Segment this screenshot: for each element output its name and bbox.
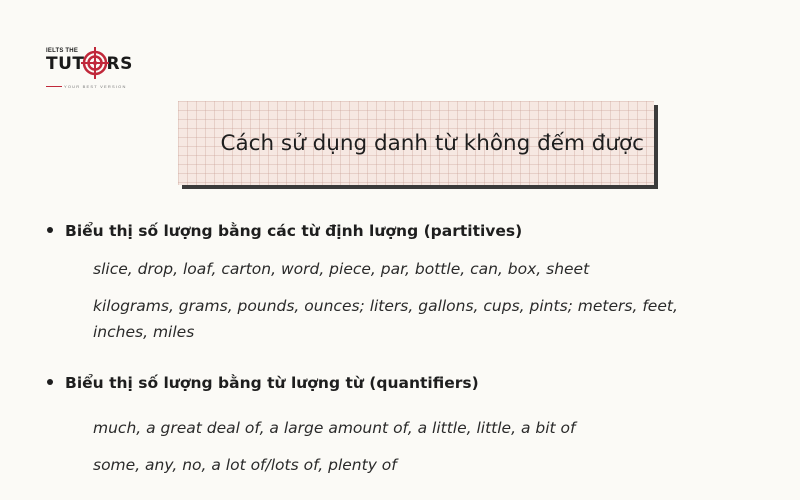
section-heading-partitives: [47, 222, 522, 240]
logo-wordmark-right: RS: [106, 54, 133, 74]
list-item: slice, drop, loaf, carton, word, piece, par, bottle, can, box, sheet: [93, 260, 590, 278]
target-icon: [81, 45, 109, 81]
logo-small-text: IELTS THE: [46, 48, 79, 54]
logo-tagline: YOUR BEST VERSION: [64, 84, 127, 89]
section-heading-text: Biểu thị số lượng bằng từ lượng từ (quantifiers): [65, 374, 479, 392]
logo-divider: [46, 86, 62, 87]
list-item: some, any, no, a lot of/lots of, plenty of: [93, 456, 397, 474]
list-item: kilograms, grams, pounds, ounces; liters, gallons, cups, pints; meters, feet,: [93, 297, 678, 315]
list-item: much, a great deal of, a large amount of, a little, little, a bit of: [93, 419, 576, 437]
bullet-icon: [47, 379, 53, 385]
brand-logo: [46, 44, 142, 94]
section-heading-text: Biểu thị số lượng bằng các từ định lượng (partitives): [65, 222, 523, 240]
title-card: [178, 101, 654, 185]
list-item: inches, miles: [93, 323, 195, 341]
page-title: Cách sử dụng danh từ không đếm được: [220, 130, 644, 156]
bullet-icon: [47, 227, 53, 233]
section-heading-quantifiers: [47, 374, 479, 392]
logo-wordmark-left: TUT: [46, 54, 85, 74]
